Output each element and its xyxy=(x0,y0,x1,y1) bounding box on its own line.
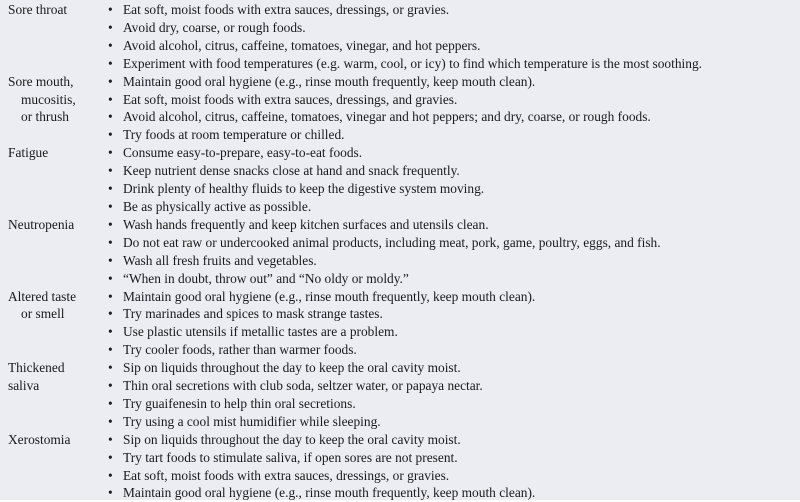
tip-text: “When in doubt, throw out” and “No oldy or moldy.” xyxy=(123,270,409,286)
table-row xyxy=(0,288,800,360)
tips-list xyxy=(108,1,800,73)
bullet-icon: • xyxy=(108,485,113,501)
list-item xyxy=(108,91,800,109)
bullet-icon: • xyxy=(108,306,113,322)
condition-cell xyxy=(0,431,108,449)
tips-list xyxy=(108,144,800,216)
tips-list xyxy=(108,288,800,360)
bullet-icon: • xyxy=(108,127,113,143)
bullet-icon: • xyxy=(108,431,113,447)
condition-label: or thrush xyxy=(21,109,69,125)
tip-text: Experiment with food temperatures (e.g. warm, cool, or icy) to find which temperature is the most soothing. xyxy=(123,55,702,71)
condition-cell xyxy=(0,288,108,324)
tip-text: Try cooler foods, rather than warmer foods. xyxy=(123,342,357,358)
condition-label: Sore throat xyxy=(8,2,68,17)
bullet-icon: • xyxy=(108,198,113,214)
tip-text: Keep nutrient dense snacks close at hand and snack frequently. xyxy=(123,163,460,179)
tip-text: Try using a cool mist humidifier while sleeping. xyxy=(123,413,381,429)
bullet-icon: • xyxy=(108,413,113,429)
tip-text: Sip on liquids throughout the day to keep the oral cavity moist. xyxy=(123,360,461,376)
tip-text: Do not eat raw or undercooked animal products, including meat, pork, game, poultry, eggs, and fish. xyxy=(123,234,661,250)
table-row xyxy=(0,144,800,216)
tip-text: Consume easy-to-prepare, easy-to-eat foods. xyxy=(123,145,363,161)
list-item xyxy=(108,323,800,341)
tip-text: Maintain good oral hygiene (e.g., rinse mouth frequently, keep mouth clean). xyxy=(123,485,536,501)
list-item xyxy=(108,198,800,216)
table-row xyxy=(0,1,800,73)
bullet-icon: • xyxy=(108,467,113,483)
list-item xyxy=(108,37,800,55)
tip-text: Avoid alcohol, citrus, caffeine, tomatoes, vinegar, and hot peppers. xyxy=(123,37,481,53)
list-item xyxy=(108,377,800,395)
condition-cell xyxy=(0,144,108,162)
bullet-icon: • xyxy=(108,234,113,250)
condition-label: Xerostomia xyxy=(8,431,71,447)
bullet-icon: • xyxy=(108,324,113,340)
condition-label: Neutropenia xyxy=(8,216,75,232)
list-item xyxy=(108,270,800,288)
tip-text: Try foods at room temperature or chilled. xyxy=(123,127,345,143)
list-item xyxy=(108,395,800,413)
list-item xyxy=(108,180,800,198)
list-item xyxy=(108,413,800,431)
condition-label: or smell xyxy=(21,306,65,322)
condition-label: Altered taste xyxy=(8,288,77,304)
tips-list xyxy=(108,431,800,502)
list-item xyxy=(108,341,800,359)
list-item xyxy=(108,467,800,485)
list-item xyxy=(108,1,800,19)
bullet-icon: • xyxy=(108,37,113,53)
list-item xyxy=(108,126,800,144)
tips-list xyxy=(108,73,800,145)
list-item xyxy=(108,288,800,306)
bullet-icon: • xyxy=(108,288,113,304)
table-row xyxy=(0,216,800,288)
list-item xyxy=(108,449,800,467)
list-item xyxy=(108,162,800,180)
bullet-icon: • xyxy=(108,270,113,286)
tip-text: Try tart foods to stimulate saliva, if open sores are not present. xyxy=(123,449,458,465)
tip-text: Wash all fresh fruits and vegetables. xyxy=(123,252,317,268)
list-item xyxy=(108,73,800,91)
tip-text: Avoid dry, coarse, or rough foods. xyxy=(123,19,306,35)
bullet-icon: • xyxy=(108,449,113,465)
table-row xyxy=(0,359,800,431)
tip-text: Drink plenty of healthy fluids to keep the digestive system moving. xyxy=(123,181,485,197)
list-item xyxy=(108,144,800,162)
bullet-icon: • xyxy=(108,342,113,358)
tip-text: Wash hands frequently and keep kitchen surfaces and utensils clean. xyxy=(123,216,489,232)
list-item xyxy=(108,234,800,252)
condition-cell xyxy=(0,216,108,234)
bullet-icon: • xyxy=(108,360,113,376)
tips-list xyxy=(108,216,800,288)
bullet-icon: • xyxy=(108,181,113,197)
table-row xyxy=(0,73,800,145)
list-item xyxy=(108,484,800,502)
condition-cell xyxy=(0,73,108,127)
condition-cell xyxy=(0,359,108,395)
bullet-icon: • xyxy=(108,216,113,232)
tip-text: Thin oral secretions with club soda, seltzer water, or papaya nectar. xyxy=(123,378,483,394)
bullet-icon: • xyxy=(108,109,113,125)
condition-label: Thickened xyxy=(8,360,65,376)
tip-text: Eat soft, moist foods with extra sauces, dressings, or gravies. xyxy=(123,467,450,483)
tip-text: Try guaifenesin to help thin oral secretions. xyxy=(123,395,356,411)
list-item xyxy=(108,431,800,449)
bullet-icon: • xyxy=(108,395,113,411)
list-item xyxy=(108,216,800,234)
bullet-icon: • xyxy=(108,55,113,71)
condition-label: Fatigue xyxy=(8,145,49,161)
condition-label: mucositis, xyxy=(21,91,76,107)
table-row xyxy=(0,431,800,502)
list-item xyxy=(108,108,800,126)
list-item xyxy=(108,19,800,37)
list-item xyxy=(108,305,800,323)
bullet-icon: • xyxy=(108,19,113,35)
list-item xyxy=(108,252,800,270)
tip-text: Sip on liquids throughout the day to keep the oral cavity moist. xyxy=(123,431,461,447)
tip-text: Maintain good oral hygiene (e.g., rinse mouth frequently, keep mouth clean). xyxy=(123,73,536,89)
tip-text: Eat soft, moist foods with extra sauces, dressings, or gravies. xyxy=(123,2,450,17)
tip-text: Avoid alcohol, citrus, caffeine, tomatoes, vinegar and hot peppers; and dry, coarse, or rough foods. xyxy=(123,109,651,125)
condition-label: saliva xyxy=(8,378,40,394)
bullet-icon: • xyxy=(108,2,113,17)
bullet-icon: • xyxy=(108,73,113,89)
tip-text: Maintain good oral hygiene (e.g., rinse mouth frequently, keep mouth clean). xyxy=(123,288,536,304)
tips-list xyxy=(108,359,800,431)
bullet-icon: • xyxy=(108,378,113,394)
bullet-icon: • xyxy=(108,163,113,179)
bullet-icon: • xyxy=(108,145,113,161)
bullet-icon: • xyxy=(108,91,113,107)
list-item xyxy=(108,55,800,73)
bullet-icon: • xyxy=(108,252,113,268)
tip-text: Be as physically active as possible. xyxy=(123,198,312,214)
tip-text: Eat soft, moist foods with extra sauces, dressings, and gravies. xyxy=(123,91,458,107)
tip-text: Use plastic utensils if metallic tastes are a problem. xyxy=(123,324,398,340)
condition-label: Sore mouth, xyxy=(8,73,74,89)
condition-cell xyxy=(0,1,108,19)
list-item xyxy=(108,359,800,377)
tip-text: Try marinades and spices to mask strange tastes. xyxy=(123,306,383,322)
